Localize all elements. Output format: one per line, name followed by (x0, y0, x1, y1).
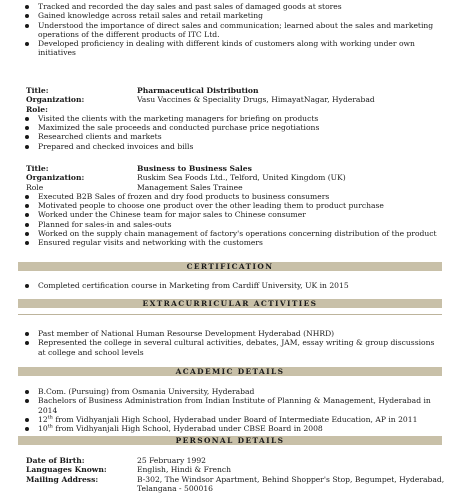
list-item: Visited the clients with the marketing managers for briefing on products (0, 114, 464, 123)
job-title: Pharmaceutical Distribution (137, 86, 259, 95)
languages-label: Languages Known: (26, 465, 107, 475)
section-divider (18, 314, 442, 315)
dob-value: 25 February 1992 (137, 456, 206, 465)
list-item: Planned for sales-in and sales-outs (0, 220, 464, 229)
list-item: Ensured regular visits and networking with the customers (0, 238, 464, 247)
organization-label: Organization: (26, 95, 85, 105)
list-item: Worked on the supply chain management of factory's operations concerning distribution of the product (0, 229, 464, 238)
academic-list (0, 387, 464, 433)
certification-list (0, 281, 464, 290)
list-item: Gained knowledge across retail sales and retail marketing (0, 11, 464, 20)
job-title: Business to Business Sales (137, 164, 252, 173)
list-item: Maximized the sale proceeds and conducted purchase price negotiations (0, 123, 464, 132)
list-item: Completed certification course in Marketing from Cardiff University, UK in 2015 (0, 281, 464, 290)
list-item: Represented the college in several cultural activities, debates, JAM, essay writing & group discussions at college and school levels (0, 338, 464, 357)
address-label: Mailing Address: (26, 474, 99, 484)
list-item: 12th from Vidhyanjali High School, Hyderabad under Board of Intermediate Education, AP in 2011 (0, 415, 464, 424)
section-heading-extracurricular: EXTRACURRICULAR ACTIVITIES (18, 299, 442, 308)
title-label: Title: (26, 164, 49, 173)
role-value: Management Sales Trainee (137, 182, 243, 192)
organization-label: Organization: (26, 173, 85, 183)
organization-value: Ruskim Sea Foods Ltd., Telford, United Kingdom (UK) (137, 173, 346, 183)
job-b2b-sales (0, 164, 464, 248)
list-item: Tracked and recorded the day sales and past sales of damaged goods at stores (0, 2, 464, 11)
organization-value: Vasu Vaccines & Speciality Drugs, HimayatNagar, Hyderabad (137, 95, 375, 105)
section-heading-certification: CERTIFICATION (18, 262, 442, 271)
job-bullets (0, 192, 464, 248)
extracurricular-list (0, 329, 464, 357)
list-item: Motivated people to choose one product over the other leading them to product purchase (0, 201, 464, 210)
title-label: Title: (26, 86, 49, 95)
list-item: Prepared and checked invoices and bills (0, 142, 464, 151)
personal-details (0, 456, 464, 493)
job-bullets (0, 114, 464, 151)
section-heading-personal: PERSONAL DETAILS (18, 436, 442, 445)
dob-label: Date of Birth: (26, 456, 85, 465)
list-item: B.Com. (Pursuing) from Osmania University, Hyderabad (0, 387, 464, 396)
list-item: Executed B2B Sales of frozen and dry food products to business consumers (0, 192, 464, 201)
list-item: Researched clients and markets (0, 132, 464, 141)
section-heading-academic: ACADEMIC DETAILS (18, 367, 442, 376)
list-item: Bachelors of Business Administration from Indian Institute of Planning & Management, Hyderabad in 2014 (0, 396, 464, 415)
list-item: Understood the importance of direct sales and communication; learned about the sales and marketing operations of the different products of ITC Ltd. (0, 21, 464, 40)
top-bullet-list (0, 2, 464, 58)
address-line-1: B-302, The Windsor Apartment, Behind Shopper's Stop, Begumpet, Hyderabad, (137, 474, 445, 484)
role-label: Role (26, 182, 44, 192)
address-line-2: Telangana - 500016 (137, 483, 214, 493)
list-item: Developed proficiency in dealing with different kinds of customers along with working under own initiatives (0, 39, 464, 58)
languages-value: English, Hindi & French (137, 465, 232, 475)
list-item: Past member of National Human Resourse Development Hyderabad (NHRD) (0, 329, 464, 338)
list-item: Worked under the Chinese team for major sales to Chinese consumer (0, 210, 464, 219)
role-label: Role: (26, 104, 48, 114)
list-item: 10th from Vidhyanjali High School, Hyderabad under CBSE Board in 2008 (0, 424, 464, 433)
job-pharmaceutical (0, 86, 464, 151)
